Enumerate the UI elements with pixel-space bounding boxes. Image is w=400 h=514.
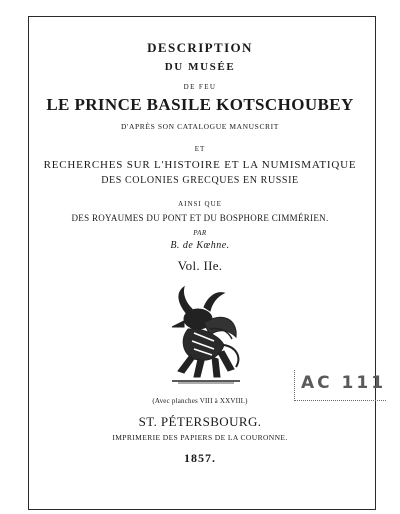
printer: IMPRIMERIE DES PAPIERS DE LA COURONNE. [112, 433, 288, 442]
title-description: DESCRIPTION [147, 40, 253, 55]
title-royaumes: DES ROYAUMES DU PONT ET DU BOSPHORE CIMMÉRIEN. [71, 213, 329, 223]
title-par: PAR [193, 229, 207, 237]
title-author: B. de Kœhne. [170, 240, 230, 251]
title-et: ET [194, 145, 206, 153]
title-volume: Vol. IIe. [177, 258, 223, 273]
title-prince-name: LE PRINCE BASILE KOTSCHOUBEY [46, 95, 354, 114]
title-catalogue-note: D'APRÈS SON CATALOGUE MANUSCRIT [121, 122, 279, 131]
library-stamp: AC 111 [294, 370, 386, 401]
title-recherches: RECHERCHES SUR L'HISTOIRE ET LA NUMISMATIQUE [43, 159, 357, 171]
griffin-vignette-icon [164, 283, 246, 391]
title-du-musee: DU MUSÉE [164, 61, 236, 73]
plates-note: (Avec planches VIII à XXVIII.) [152, 397, 248, 405]
title-colonies: DES COLONIES GRECQUES EN RUSSIE [101, 175, 299, 186]
place-of-publication: ST. PÉTERSBOURG. [138, 414, 262, 429]
title-ainsi-que: AINSI QUE [178, 200, 222, 208]
publication-year: 1857. [184, 451, 216, 465]
title-de-feu: DE FEU [183, 83, 217, 91]
